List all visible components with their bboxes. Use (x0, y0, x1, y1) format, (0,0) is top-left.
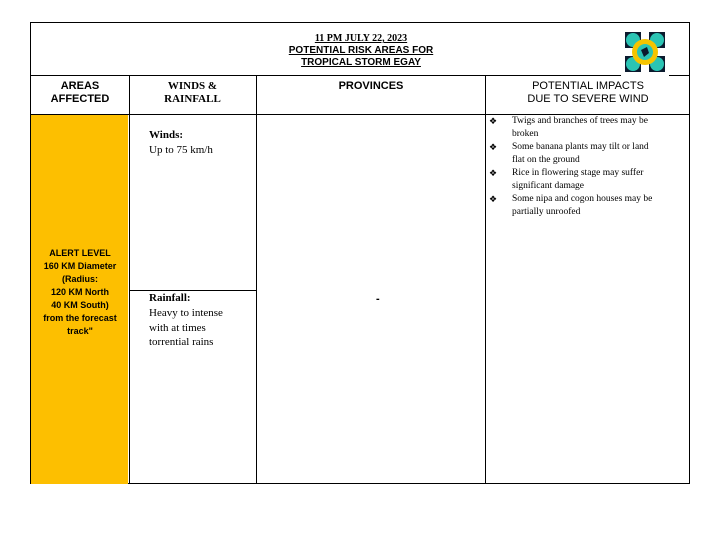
winds-label: Winds: (149, 129, 184, 141)
header-areas-line2: AFFECTED (50, 93, 110, 105)
impacts-list (486, 115, 686, 219)
header-provinces-label: PROVINCES (338, 80, 404, 92)
alert-level-cell (31, 115, 128, 484)
alert-level-text (33, 247, 127, 338)
provinces-value: - (376, 293, 380, 305)
header-areas-line1: AREAS (60, 80, 100, 92)
alert-line: track" (67, 326, 93, 336)
impact-line: Rice in flowering stage may suffer (512, 168, 644, 178)
header-winds-rainfall (129, 80, 256, 106)
impact-item (486, 115, 686, 141)
impact-item (486, 167, 686, 193)
impact-line: Twigs and branches of trees may be (512, 116, 648, 126)
alert-line: from the forecast (43, 313, 117, 323)
header-areas-affected (31, 80, 129, 106)
rainfall-line: Heavy to intense (149, 307, 223, 319)
agency-logo-icon (621, 28, 669, 76)
header-potential-impacts (486, 80, 690, 106)
column-divider (256, 76, 257, 484)
alert-line: 40 KM South) (51, 300, 109, 310)
bullet-diamond-icon: ❖ (489, 194, 498, 204)
advisory-title-line2: TROPICAL STORM EGAY (301, 57, 421, 68)
alert-line: (Radius: (62, 274, 98, 284)
rainfall-line: with at times (149, 321, 206, 334)
impact-line: flat on the ground (512, 155, 580, 165)
winds-value: Up to 75 km/h (149, 144, 213, 156)
alert-line: ALERT LEVEL (49, 248, 111, 258)
title-row (31, 23, 689, 76)
header-winds-line1: WINDS & (167, 80, 218, 92)
rainfall-value (149, 306, 223, 350)
header-provinces (257, 80, 485, 93)
rainfall-label: Rainfall: (149, 292, 191, 304)
bullet-diamond-icon: ❖ (489, 168, 498, 178)
winds-rainfall-divider (129, 290, 256, 291)
column-divider (129, 76, 130, 484)
bullet-diamond-icon: ❖ (489, 116, 498, 126)
advisory-date: 11 PM JULY 22, 2023 (314, 33, 408, 44)
impact-line: partially unroofed (512, 207, 581, 217)
header-winds-line2: RAINFALL (164, 93, 221, 105)
impact-item (486, 193, 686, 219)
impact-item (486, 141, 686, 167)
advisory-title-line1: POTENTIAL RISK AREAS FOR (288, 45, 434, 56)
impact-line: Some nipa and cogon houses may be (512, 194, 653, 204)
rainfall-line: torrential rains (149, 336, 214, 348)
header-impacts-line2: DUE TO SEVERE WIND (527, 93, 649, 105)
alert-line: 120 KM North (50, 287, 109, 297)
header-impacts-line1: POTENTIAL IMPACTS (532, 80, 644, 92)
bullet-diamond-icon: ❖ (489, 142, 498, 152)
impact-line: significant damage (512, 181, 585, 191)
title-block (231, 33, 491, 69)
impact-line: broken (512, 129, 539, 139)
impact-line: Some banana plants may tilt or land (512, 142, 649, 152)
alert-line: 160 KM Diameter (43, 261, 117, 271)
advisory-table (30, 22, 690, 484)
